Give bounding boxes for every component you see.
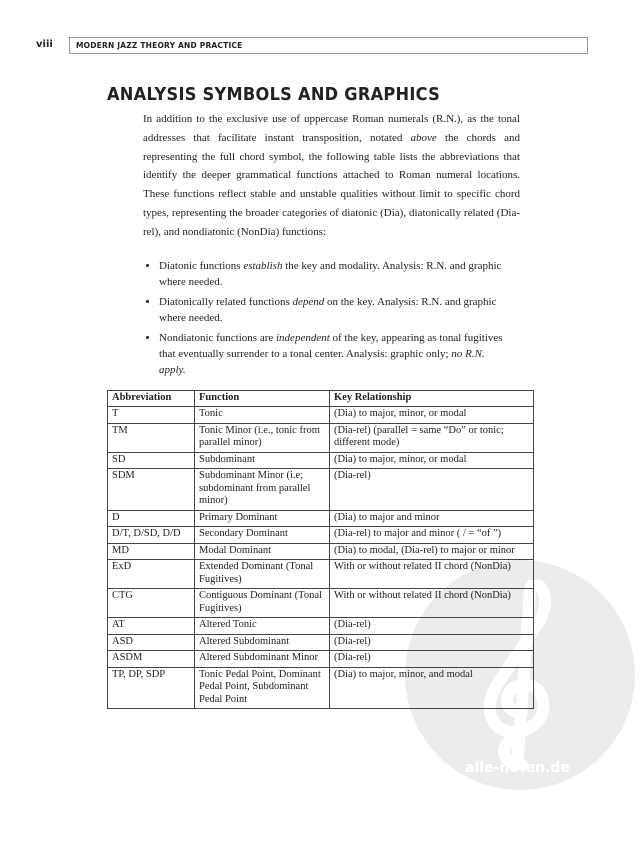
running-head bbox=[36, 37, 588, 55]
key-relationship-cell: (Dia-rel) to major and minor ( / = “of ”) bbox=[330, 527, 534, 544]
abbreviation-cell: T bbox=[108, 407, 195, 424]
abbreviation-cell: D/T, D/SD, D/D bbox=[108, 527, 195, 544]
key-relationship-cell: (Dia-rel) bbox=[330, 634, 534, 651]
text: Nondiatonic functions are bbox=[159, 331, 276, 344]
abbreviation-cell: ASDM bbox=[108, 651, 195, 668]
watermark-text: alle-noten.de bbox=[465, 760, 570, 776]
intro-text: In addition to the exclusive use of uppercase Roman numerals (R.N.), as the tonal addresses that facilitate instant transposition, notated bbox=[143, 113, 520, 144]
function-cell: Altered Subdominant Minor bbox=[195, 651, 330, 668]
key-relationship-cell: With or without related II chord (NonDia) bbox=[330, 589, 534, 618]
function-cell: Subdominant bbox=[195, 452, 330, 469]
emphasis: establish bbox=[243, 259, 283, 272]
function-cell: Modal Dominant bbox=[195, 543, 330, 560]
abbreviation-cell: TP, DP, SDP bbox=[108, 667, 195, 709]
running-title: MODERN JAZZ THEORY AND PRACTICE bbox=[69, 37, 588, 54]
key-relationship-cell: (Dia) to major and minor bbox=[330, 510, 534, 527]
table-row bbox=[108, 589, 534, 618]
key-relationship-cell: (Dia) to major, minor, or modal bbox=[330, 452, 534, 469]
abbreviation-cell: D bbox=[108, 510, 195, 527]
function-cell: Tonic bbox=[195, 407, 330, 424]
key-relationship-cell: (Dia-rel) bbox=[330, 618, 534, 635]
page-content bbox=[107, 84, 534, 709]
table-row bbox=[108, 560, 534, 589]
abbreviation-cell: CTG bbox=[108, 589, 195, 618]
emphasis: depend bbox=[292, 295, 325, 308]
abbreviation-cell: MD bbox=[108, 543, 195, 560]
emphasis: independent bbox=[276, 331, 330, 344]
abbreviation-cell: AT bbox=[108, 618, 195, 635]
key-relationship-cell: (Dia) to modal, (Dia-rel) to major or minor bbox=[330, 543, 534, 560]
page-number: viii bbox=[36, 39, 53, 50]
function-cell: Tonic Pedal Point, Dominant Pedal Point, Subdominant Pedal Point bbox=[195, 667, 330, 709]
table-row bbox=[108, 618, 534, 635]
table-row bbox=[108, 651, 534, 668]
function-cell: Secondary Dominant bbox=[195, 527, 330, 544]
section-heading: ANALYSIS SYMBOLS AND GRAPHICS bbox=[107, 84, 441, 105]
text: the key and modality. Analysis: R.N. and graphic where needed. bbox=[159, 259, 502, 288]
abbreviation-cell: SDM bbox=[108, 469, 195, 511]
function-cell: Contiguous Dominant (Tonal Fugitives) bbox=[195, 589, 330, 618]
intro-emphasis: above bbox=[410, 131, 437, 144]
function-cell: Extended Dominant (Tonal Fugitives) bbox=[195, 560, 330, 589]
intro-text: the chords and representing the full chord symbol, the following table lists the abbreviations that identify the deeper grammatical functions attached to Roman numeral locations. These functions reflect stable and unstable qualities without limit to specific chord types, representing the broader categories of diatonic (Dia), diatonically related (Dia-rel), and nondiatonic (NonDia) functions: bbox=[143, 131, 520, 238]
list-item bbox=[159, 294, 504, 326]
table-row bbox=[108, 407, 534, 424]
function-list bbox=[143, 258, 504, 378]
table-header-row bbox=[108, 390, 534, 407]
function-cell: Subdominant Minor (i.e; subdominant from parallel minor) bbox=[195, 469, 330, 511]
column-header: Abbreviation bbox=[108, 390, 195, 407]
column-header: Function bbox=[195, 390, 330, 407]
key-relationship-cell: With or without related II chord (NonDia) bbox=[330, 560, 534, 589]
abbreviation-cell: ExD bbox=[108, 560, 195, 589]
emphasis: no R.N. apply. bbox=[159, 347, 485, 376]
function-cell: Tonic Minor (i.e., tonic from parallel minor) bbox=[195, 423, 330, 452]
key-relationship-cell: (Dia) to major, minor, or modal bbox=[330, 407, 534, 424]
table-row bbox=[108, 667, 534, 709]
table-row bbox=[108, 634, 534, 651]
list-item bbox=[159, 330, 504, 378]
table-row bbox=[108, 469, 534, 511]
column-header: Key Relationship bbox=[330, 390, 534, 407]
text: on the key. Analysis: R.N. and graphic where needed. bbox=[159, 295, 497, 324]
table-row bbox=[108, 423, 534, 452]
abbreviation-table bbox=[107, 390, 534, 710]
key-relationship-cell: (Dia) to major, minor, and modal bbox=[330, 667, 534, 709]
abbreviation-cell: TM bbox=[108, 423, 195, 452]
key-relationship-cell: (Dia-rel) bbox=[330, 469, 534, 511]
table-row bbox=[108, 510, 534, 527]
abbreviation-cell: ASD bbox=[108, 634, 195, 651]
table-row bbox=[108, 527, 534, 544]
table-row bbox=[108, 543, 534, 560]
function-cell: Altered Subdominant bbox=[195, 634, 330, 651]
text: Diatonically related functions bbox=[159, 295, 293, 308]
table-row bbox=[108, 452, 534, 469]
list-item bbox=[159, 258, 504, 290]
text: Diatonic functions bbox=[159, 259, 244, 272]
abbreviation-cell: SD bbox=[108, 452, 195, 469]
key-relationship-cell: (Dia-rel) (parallel = same “Do” or tonic; different mode) bbox=[330, 423, 534, 452]
key-relationship-cell: (Dia-rel) bbox=[330, 651, 534, 668]
intro-paragraph bbox=[143, 110, 520, 242]
function-cell: Primary Dominant bbox=[195, 510, 330, 527]
text: of the key, appearing as tonal fugitives that eventually surrender to a tonal center. Analysis: graphic only; bbox=[159, 331, 503, 360]
function-cell: Altered Tonic bbox=[195, 618, 330, 635]
